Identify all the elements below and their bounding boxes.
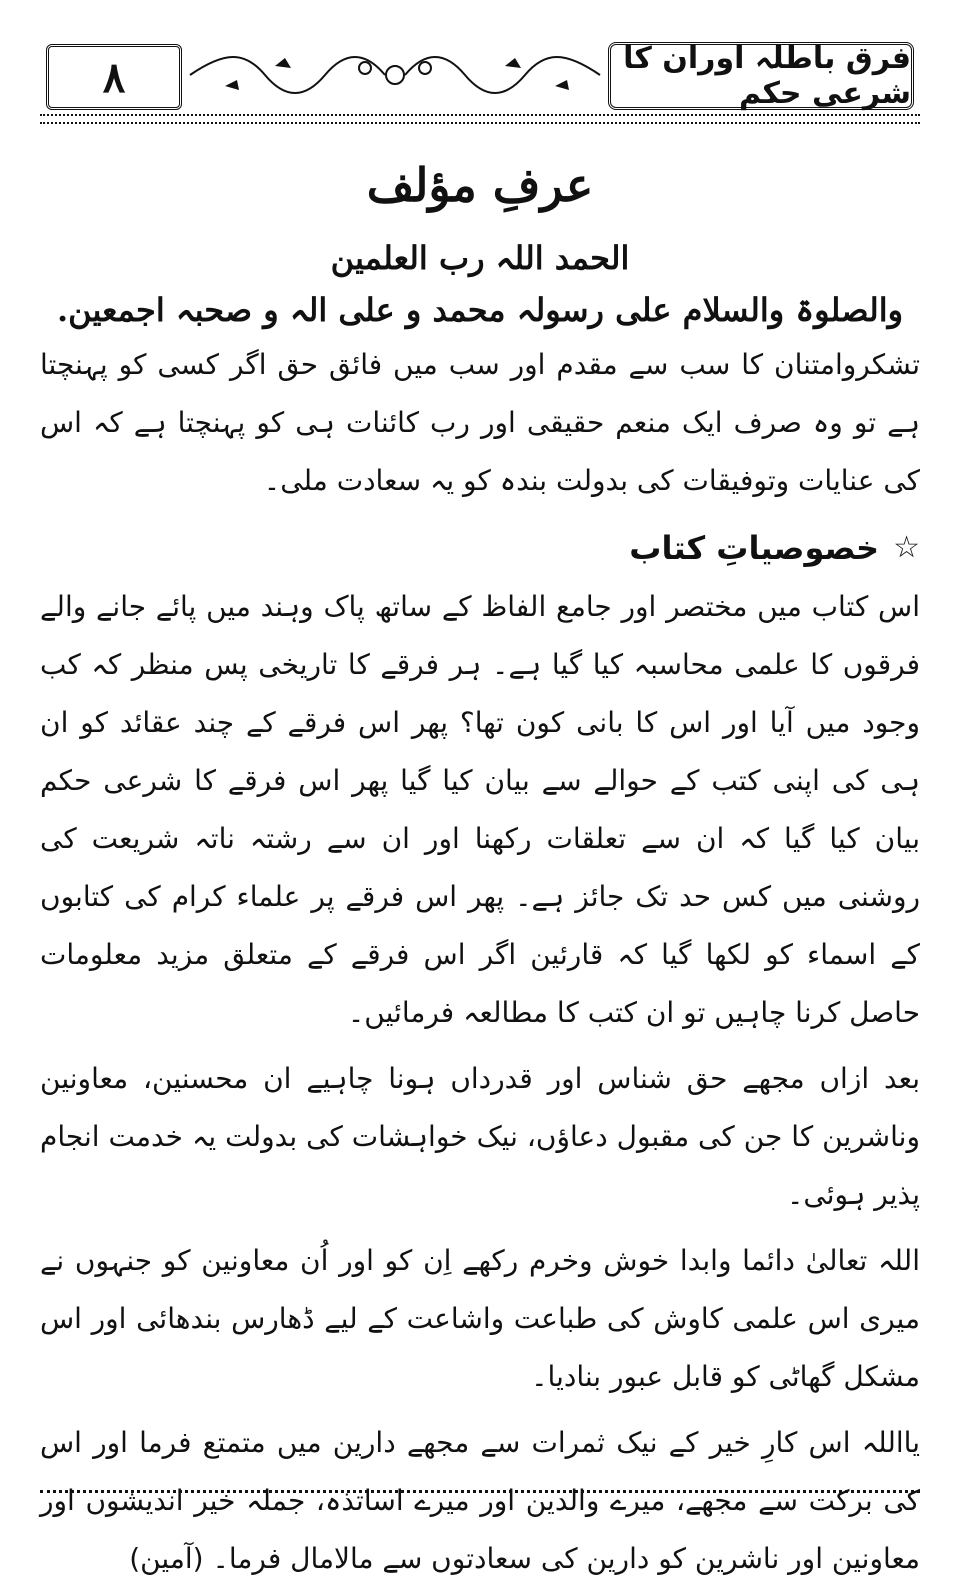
thanks-paragraph: بعد ازاں مجھے حق شناس اور قدرداں ہونا چاہیے ان محسنین، معاونین وناشرین کا جن کی مقبول دعاؤں، نیک خواہشات کی بدولت یہ خدمت انجام پذیر ہوئی۔ xyxy=(40,1062,920,1211)
closing-paragraph: یااللہ اس کارِ خیر کے نیک ثمرات سے مجھے دارین میں متمتع فرما اور اس کی برکت سے مجھے، میرے والدین اور میرے اساتذہ، جملہ خیر اندیشوں اور معاونین اور ناشرین کو دارین کی سعادتوں سے مالامال فرما۔ (آمین) xyxy=(40,1426,920,1575)
floral-ornament-icon xyxy=(185,46,605,104)
arabic-salutation-line: والصلوۃ والسلام علی رسولہ محمد و علی الہ و صحبہ اجمعین. xyxy=(56,291,904,329)
page-heading: عرفِ مؤلف xyxy=(366,158,594,212)
running-title: فرق باطلہ اوران کا شرعی حکم xyxy=(608,42,914,110)
section-title: خصوصیاتِ کتاب xyxy=(629,529,880,567)
arabic-praise-line: الحمد اللہ رب العلمین xyxy=(330,239,630,277)
page-content xyxy=(40,140,920,1596)
intro-paragraph: تشکروامتنان کا سب سے مقدم اور سب میں فائق حق اگر کسی کو پہنچتا ہے تو وہ صرف ایک منعم حقیقی اور رب کائنات ہی کو پہنچتا ہے کہ اس کی عنایات وتوفیقات کی بدولت بندہ کو یہ سعادت ملی۔ xyxy=(40,348,920,497)
star-outline-icon: ☆ xyxy=(893,530,920,565)
page-header xyxy=(40,40,920,112)
book-features-paragraph: اس کتاب میں مختصر اور جامع الفاظ کے ساتھ پاک وہند میں پائے جانے والے فرقوں کا علمی محاسبہ کیا گیا ہے۔ ہر فرقے کا تاریخی پس منظر کہ کب وجود میں آیا اور اس کا بانی کون تھا؟ پھر اس فرقے کے چند عقائد کو ان ہی کی اپنی کتب کے حوالے سے بیان کیا گیا پھر اس فرقے کا شرعی حکم بیان کیا گیا کہ ان سے تعلقات رکھنا اور ان سے رشتہ ناتہ شریعت کی روشنی میں کس حد تک جائز ہے۔ پھر اس فرقے پر علماء کرام کی کتابوں کے اسماء کو لکھا گیا کہ قارئین اگر اس فرقے کے متعلق مزید معلومات حاصل کرنا چاہیں تو ان کتب کا مطالعہ فرمائیں۔ xyxy=(40,590,920,1029)
page-number: ۸ xyxy=(46,44,182,110)
prayer-paragraph: اللہ تعالیٰ دائما وابدا خوش وخرم رکھے اِن کو اور اُن معاونین کو جنہوں نے میری اس علمی کاوش کی طباعت واشاعت کے لیے ڈھارس بندھائی اور اس مشکل گھاٹی کو قابل عبور بنادیا۔ xyxy=(40,1244,920,1393)
footer-divider xyxy=(40,1490,920,1493)
section-heading xyxy=(40,518,920,578)
header-divider xyxy=(40,114,920,124)
